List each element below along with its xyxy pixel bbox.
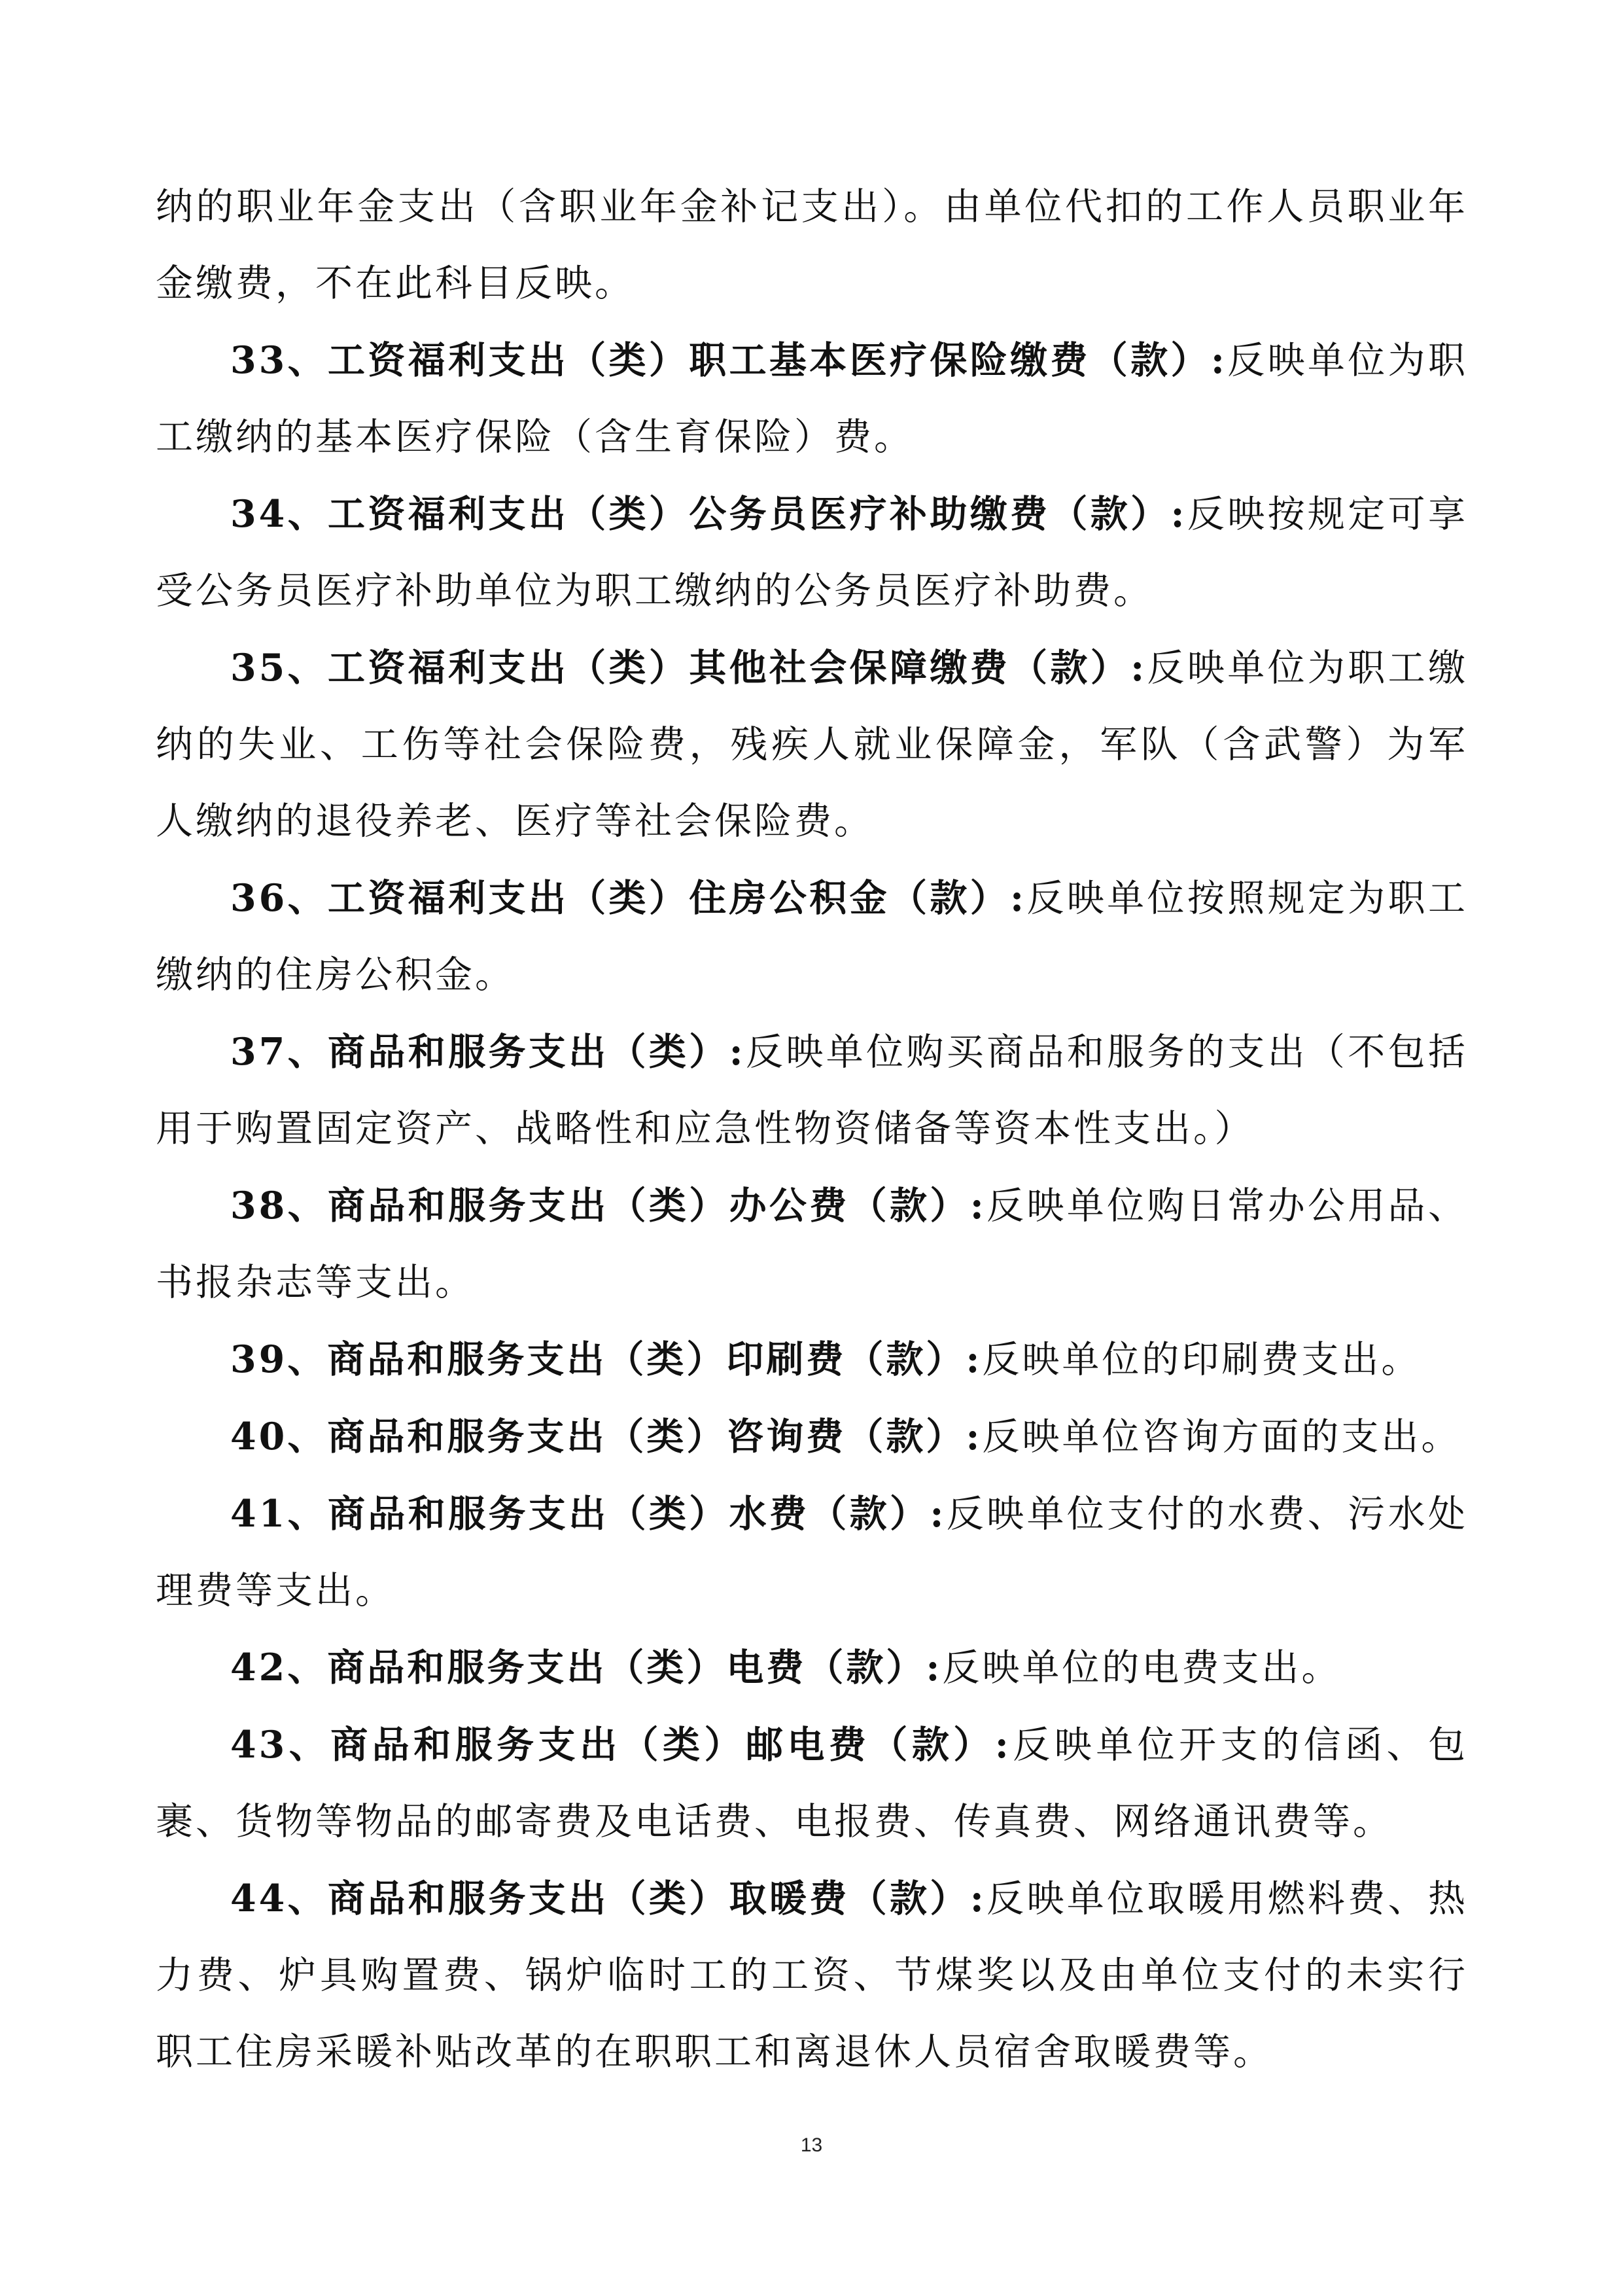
- item-heading: 43、商品和服务支出（类）邮电费（款）:: [230, 1723, 1011, 1767]
- item-heading: 37、商品和服务支出（类）:: [230, 1030, 746, 1074]
- item-heading: 44、商品和服务支出（类）取暖费（款）:: [230, 1877, 986, 1920]
- item-description: 反映单位为职工缴纳的失业、工伤等社会保险费，残疾人就业保障金，军队（含武警）为军人缴纳的退役养老、医疗等社会保险费。: [156, 646, 1468, 843]
- item-heading: 40、商品和服务支出（类）咨询费（款）:: [230, 1415, 983, 1458]
- item-heading: 35、工资福利支出（类）其他社会保障缴费（款）:: [230, 646, 1147, 690]
- item-37: [156, 1014, 1468, 1167]
- item-heading: 36、工资福利支出（类）住房公积金（款）:: [230, 876, 1027, 920]
- item-description: 反映单位的印刷费支出。: [982, 1338, 1422, 1381]
- item-description: 反映按规定可享受公务员医疗补助单位为职工缴纳的公务员医疗补助费。: [156, 493, 1468, 612]
- item-41: [156, 1475, 1468, 1629]
- item-38: [156, 1167, 1468, 1321]
- item-description: 反映单位咨询方面的支出。: [982, 1415, 1461, 1458]
- item-heading: 42、商品和服务支出（类）电费（款）:: [230, 1646, 943, 1689]
- item-36: [156, 860, 1468, 1014]
- item-description: 反映单位按照规定为职工缴纳的住房公积金。: [156, 877, 1468, 997]
- item-description: 反映单位的电费支出。: [942, 1646, 1342, 1689]
- item-heading: 38、商品和服务支出（类）办公费（款）:: [230, 1184, 986, 1227]
- item-heading: 39、商品和服务支出（类）印刷费（款）:: [230, 1337, 983, 1381]
- item-35: [156, 629, 1468, 860]
- item-description: 反映单位购日常办公用品、书报杂志等支出。: [156, 1184, 1468, 1304]
- item-heading: 33、工资福利支出（类）职工基本医疗保险缴费（款）:: [230, 338, 1227, 382]
- item-description: 反映单位购买商品和服务的支出（不包括用于购置固定资产、战略性和应急性物资储备等资本性支出。）: [156, 1031, 1468, 1150]
- page-number: 13: [800, 2134, 823, 2156]
- item-description: 反映单位开支的信函、包裹、货物等物品的邮寄费及电话费、电报费、传真费、网络通讯费等。: [156, 1723, 1468, 1843]
- item-description: 反映单位为职工缴纳的基本医疗保险（含生育保险）费。: [156, 339, 1468, 459]
- item-43: [156, 1706, 1468, 1860]
- continuation-paragraph: 纳的职业年金支出（含职业年金补记支出）。由单位代扣的工作人员职业年金缴费，不在此科目反映。: [156, 185, 1468, 305]
- item-heading: 34、工资福利支出（类）公务员医疗补助缴费（款）:: [230, 492, 1187, 536]
- item-39: [156, 1321, 1468, 1398]
- item-33: [156, 322, 1468, 476]
- document-body: [156, 169, 1468, 2091]
- item-40: [156, 1398, 1468, 1475]
- item-44: [156, 1860, 1468, 2091]
- item-42: [156, 1629, 1468, 1706]
- item-heading: 41、商品和服务支出（类）水费（款）:: [230, 1492, 947, 1536]
- item-description: 反映单位支付的水费、污水处理费等支出。: [156, 1492, 1468, 1612]
- item-34: [156, 476, 1468, 629]
- item-description: 反映单位取暖用燃料费、热力费、炉具购置费、锅炉临时工的工资、节煤奖以及由单位支付的未实行职工住房采暖补贴改革的在职职工和离退休人员宿舍取暖费等。: [156, 1877, 1468, 2074]
